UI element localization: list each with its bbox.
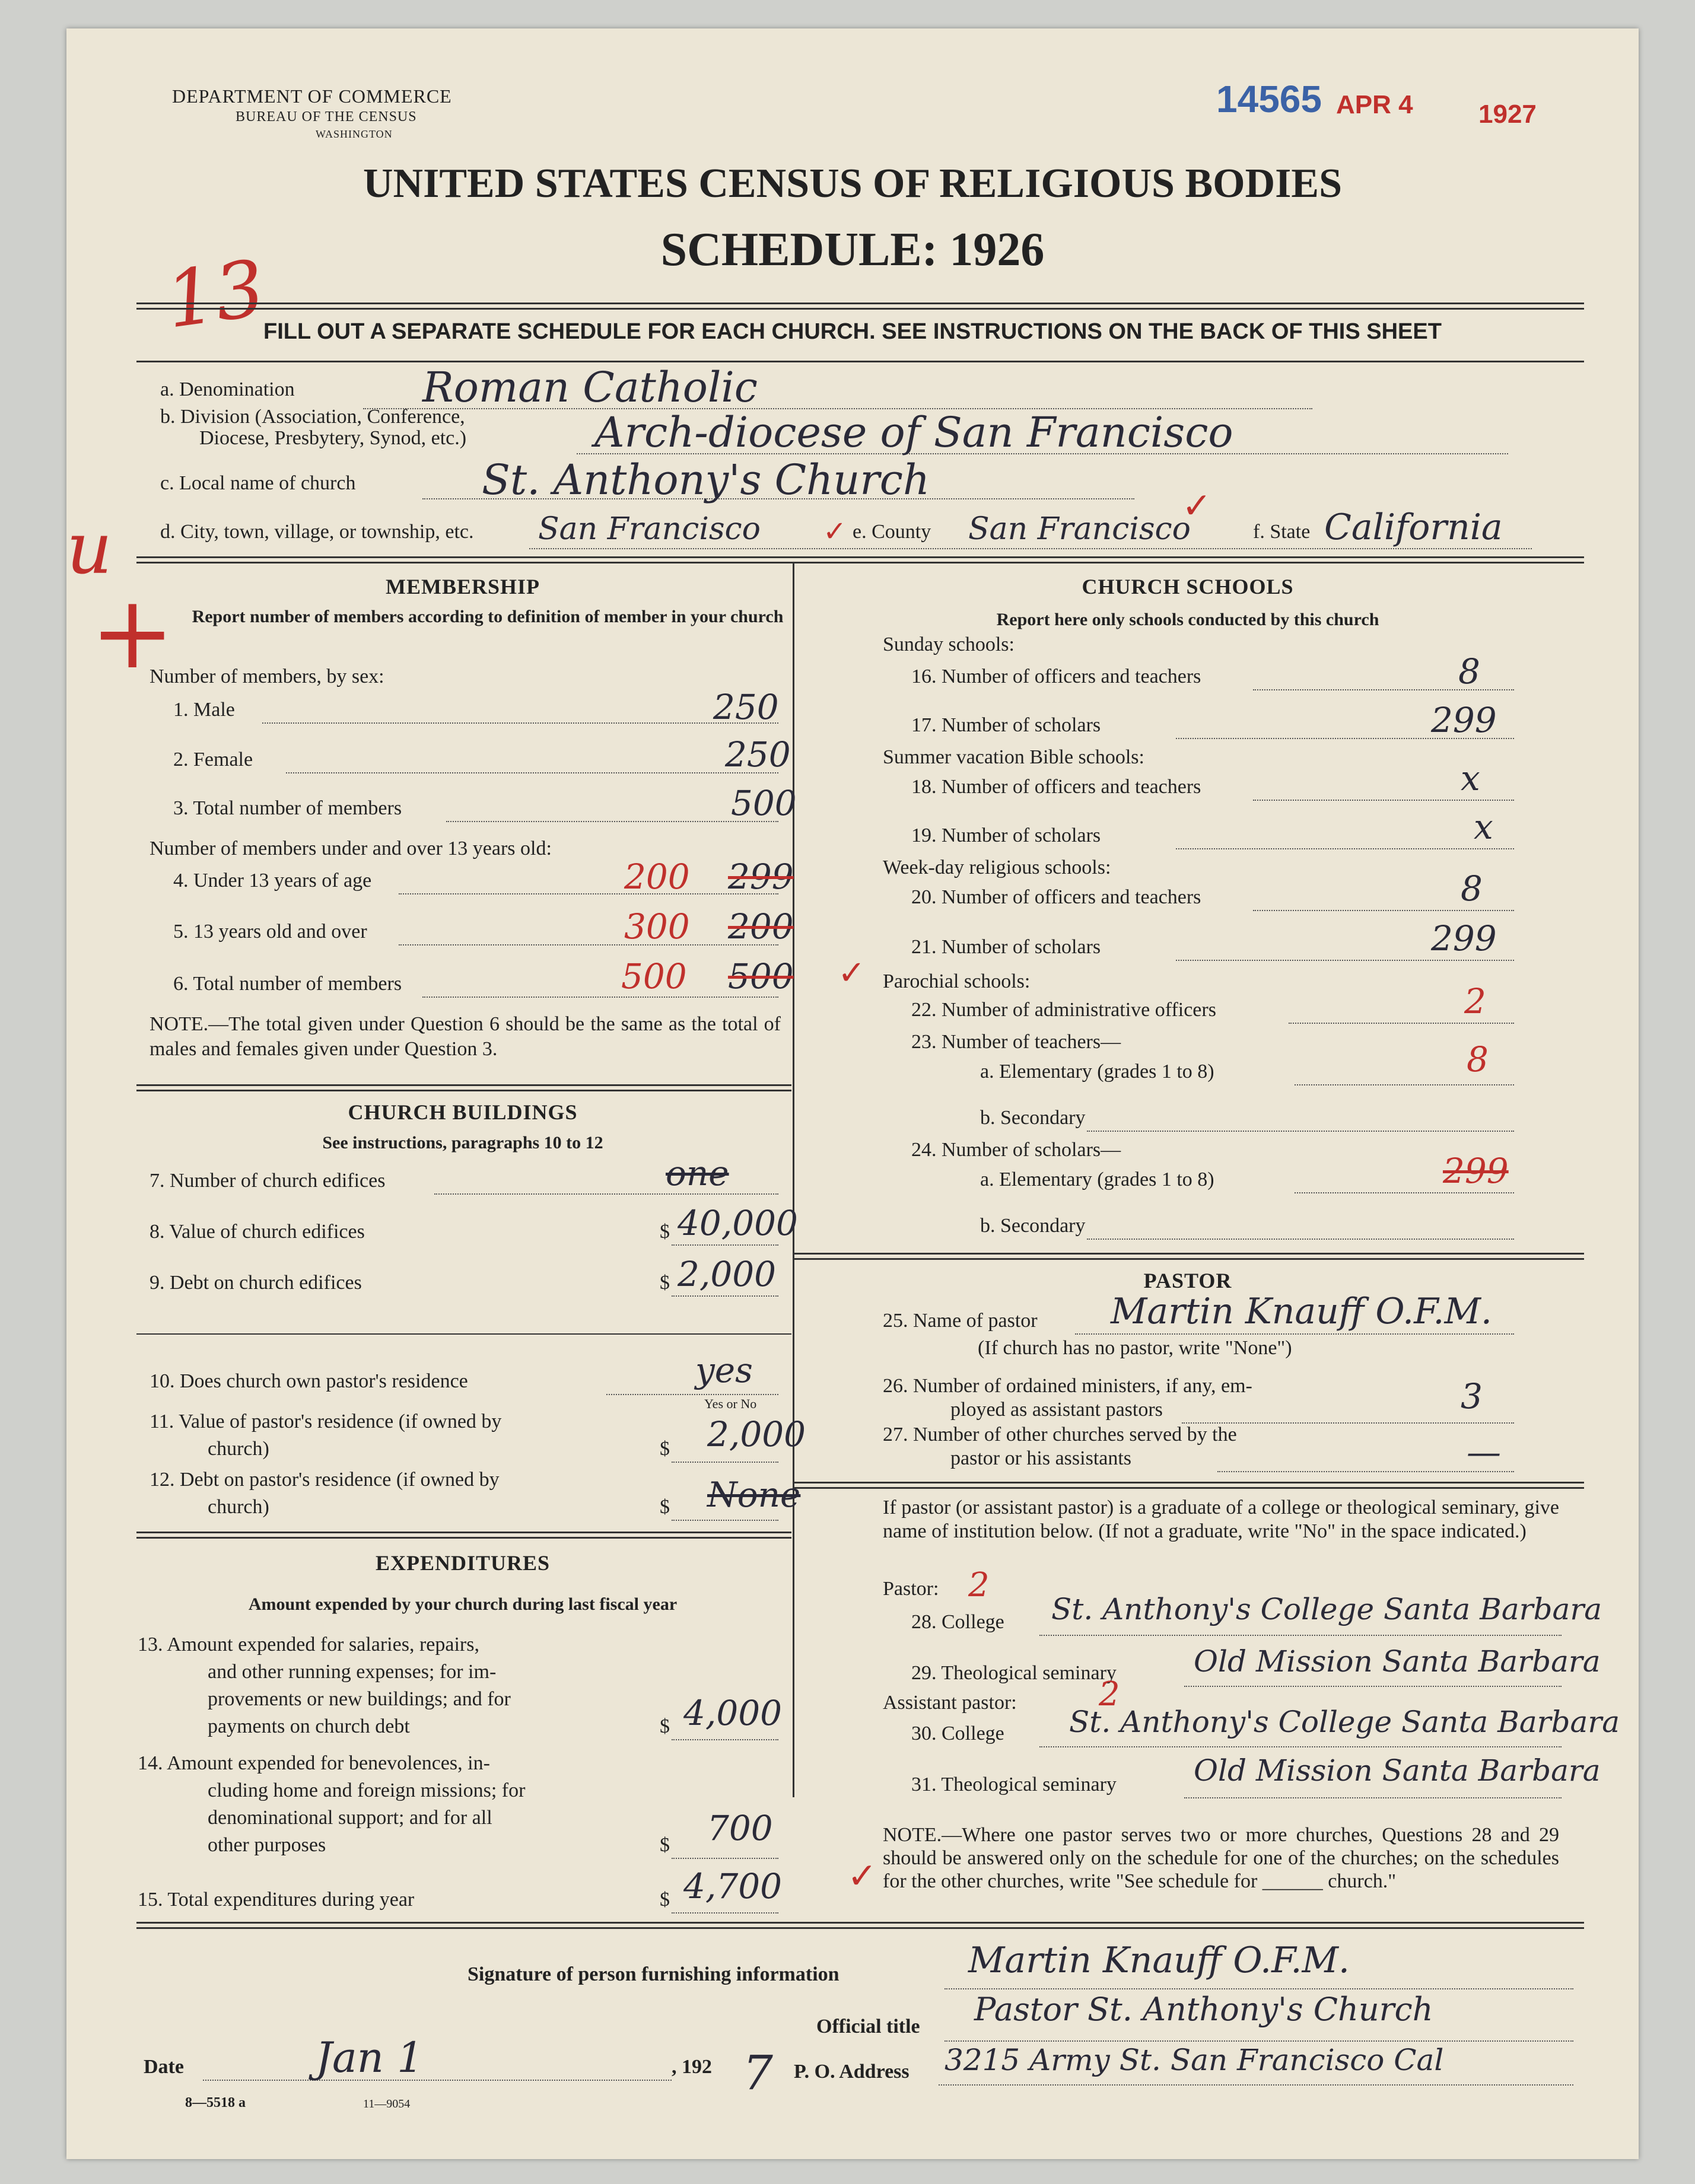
denomination-value: Roman Catholic [422,363,758,412]
pastor-mark: 2 [968,1566,990,1604]
section-rule [136,1084,791,1091]
q8-label: 8. Value of church edifices [150,1221,365,1243]
q23a-line [1295,1084,1514,1085]
q6-value-struck: 500 [728,956,794,997]
city-label: WASHINGTON [316,128,393,140]
q1-line [262,722,778,724]
q12-label: 12. Debt on pastor's residence (if owned by [150,1469,500,1491]
dollar-sign: $ [660,1438,670,1460]
q2-value: 250 [725,734,791,775]
q23a-value: 8 [1467,1039,1489,1080]
q27-label-2: pastor or his assistants [950,1447,1132,1469]
form-number: 8—5518 a [185,2095,246,2110]
graduate-note: If pastor (or assistant pastor) is a graduate of a college or theological seminary, give name of institution below. (If not a graduate, write "No" in the space indicated.) [883,1497,1559,1542]
q10-label: 10. Does church own pastor's residence [150,1370,468,1392]
q24b-line [1087,1239,1514,1240]
q10-hint: Yes or No [704,1396,757,1411]
q14-line [672,1858,778,1859]
census-form [66,28,1639,2159]
q20-line [1253,910,1514,911]
department-label: DEPARTMENT OF COMMERCE [172,85,452,107]
q22-value: 2 [1464,981,1486,1021]
q29-value: Old Mission Santa Barbara [1194,1644,1601,1679]
q13-line-2: and other running expenses; for im- [208,1661,497,1683]
sunday-schools-label: Sunday schools: [883,633,1015,655]
q9-value: 2,000 [678,1254,777,1294]
q11-line [672,1462,778,1463]
signature-line [945,1988,1573,1989]
q22-line [1289,1023,1514,1024]
q5-label: 5. 13 years old and over [173,921,367,943]
q14-value: 700 [707,1808,773,1848]
q17-value: 299 [1431,700,1497,740]
q13-line [672,1739,778,1740]
state-label: f. State [1253,521,1311,543]
county-label: e. County [853,521,931,543]
q21-value: 299 [1431,918,1497,959]
city-value: San Francisco [538,511,761,547]
q23b-label: b. Secondary [980,1107,1086,1129]
date-value: Jan 1 [316,2033,424,2082]
q24a-label: a. Elementary (grades 1 to 8) [980,1169,1214,1190]
header-rule [136,303,1584,310]
q9-line [672,1295,778,1297]
q4-value-red: 200 [624,857,690,897]
q20-label: 20. Number of officers and teachers [911,886,1201,908]
q17-label: 17. Number of scholars [911,714,1101,736]
banner-rule [136,361,1584,362]
column-divider [793,562,794,1797]
location-line [529,548,1532,549]
expenditures-title: EXPENDITURES [375,1551,551,1575]
assistant-mark: 2 [1099,1675,1120,1714]
expenditures-subtitle: Amount expended by your church during last fiscal year [248,1594,678,1614]
check-mark: ✓ [847,1857,877,1896]
stamp-date-year: 1927 [1478,100,1537,129]
q4-line [399,893,778,894]
membership-title: MEMBERSHIP [385,575,540,598]
q24a-line [1295,1192,1514,1193]
q5-line [399,944,778,945]
q3-value: 500 [731,783,797,823]
q25-hint: (If church has no pastor, write "None") [978,1337,1292,1359]
city-label: d. City, town, village, or township, etc. [160,521,474,543]
official-title-line [945,2040,1573,2042]
q4-value-struck: 299 [728,857,794,897]
q13-value: 4,000 [683,1693,783,1733]
date-label: Date [144,2056,184,2078]
q19-value: x [1474,807,1493,847]
members-by-sex-label: Number of members, by sex: [150,666,384,687]
q8-line [672,1244,778,1246]
q15-value: 4,700 [683,1866,783,1906]
q14-line-2: cluding home and foreign missions; for [208,1779,526,1801]
q27-value: — [1467,1432,1501,1472]
q14-line-1: 14. Amount expended for benevolences, in- [138,1752,490,1774]
q30-value: St. Anthony's College Santa Barbara [1069,1705,1620,1739]
weekday-schools-label: Week-day religious schools: [883,857,1111,878]
q16-label: 16. Number of officers and teachers [911,666,1201,687]
church-name-value: St. Anthony's Church [482,456,930,504]
q13-line-1: 13. Amount expended for salaries, repairs, [138,1634,479,1655]
q29-line [1184,1686,1562,1687]
q31-value: Old Mission Santa Barbara [1194,1753,1601,1788]
q5-value-struck: 200 [728,906,794,947]
q27-label: 27. Number of other churches served by the [883,1424,1237,1446]
q3-line [446,821,778,822]
q23-label: 23. Number of teachers— [911,1031,1121,1053]
q7-label: 7. Number of church edifices [150,1170,386,1192]
q4-label: 4. Under 13 years of age [173,870,372,892]
q7-line [434,1193,778,1195]
po-address-label: P. O. Address [794,2061,909,2083]
parochial-schools-label: Parochial schools: [883,970,1031,992]
q12-value: None [707,1475,801,1515]
state-value: California [1324,507,1503,548]
q24-label: 24. Number of scholars— [911,1139,1121,1161]
dollar-sign: $ [660,1715,670,1737]
q2-label: 2. Female [173,749,253,771]
q30-label: 30. College [911,1723,1004,1744]
q25-label: 25. Name of pastor [883,1310,1038,1332]
q6-label: 6. Total number of members [173,973,402,995]
q31-line [1184,1797,1562,1798]
q16-value: 8 [1458,651,1480,692]
county-value: San Francisco [968,511,1191,547]
dollar-sign: $ [660,1889,670,1911]
q14-line-3: denominational support; and for all [208,1807,492,1829]
official-title-label: Official title [816,2016,920,2037]
q31-label: 31. Theological seminary [911,1774,1117,1795]
q23a-label: a. Elementary (grades 1 to 8) [980,1061,1214,1083]
q25-value: Martin Knauff O.F.M. [1111,1291,1492,1332]
po-address-line [939,2084,1573,2086]
q10-line [606,1394,778,1395]
q1-value: 250 [713,687,779,727]
stamp-number: 14565 [1216,78,1322,120]
check-mark: ✓ [823,516,847,547]
q7-value: one [666,1153,729,1193]
q10-value: yes [695,1350,753,1390]
q13-line-4: payments on church debt [208,1715,410,1737]
q26-label-2: ployed as assistant pastors [950,1399,1163,1421]
schools-title: CHURCH SCHOOLS [1082,575,1294,598]
margin-mark-u: u [66,508,113,590]
q11-label-2: church) [208,1438,269,1460]
year-prefix: , 192 [672,2056,712,2078]
pastor-title: PASTOR [1143,1269,1232,1292]
margin-mark-13: 13 [160,243,271,346]
section-rule [794,1482,1584,1489]
assistant-pastor-label: Assistant pastor: [883,1692,1017,1714]
division-value: Arch-diocese of San Francisco [594,408,1233,457]
q2-line [286,772,778,773]
print-number: 11—9054 [363,2097,411,2110]
q29-label: 29. Theological seminary [911,1662,1117,1684]
q11-label: 11. Value of pastor's residence (if owned by [150,1411,502,1432]
buildings-subtitle: See instructions, paragraphs 10 to 12 [322,1133,603,1153]
date-line [203,2080,672,2081]
q15-label: 15. Total expenditures during year [138,1889,415,1911]
q28-value: St. Anthony's College Santa Barbara [1051,1592,1602,1626]
church-name-label: c. Local name of church [160,472,356,494]
q21-label: 21. Number of scholars [911,936,1101,958]
q18-value: x [1461,758,1480,798]
q26-label: 26. Number of ordained ministers, if any, em- [883,1375,1252,1397]
section-rule [136,1922,1584,1929]
division-label-2: Diocese, Presbytery, Synod, etc.) [199,427,467,449]
check-mark: ✓ [838,955,866,992]
buildings-title: CHURCH BUILDINGS [348,1100,578,1124]
q11-value: 2,000 [707,1414,806,1454]
q21-line [1176,960,1514,961]
q15-line [672,1912,778,1914]
dollar-sign: $ [660,1834,670,1856]
q23b-line [1087,1131,1514,1132]
bureau-label: BUREAU OF THE CENSUS [236,109,417,125]
q19-line [1176,848,1514,849]
signature-label: Signature of person furnishing information [468,1963,839,1985]
pastor-label: Pastor: [883,1578,939,1600]
q12-label-2: church) [208,1496,269,1518]
q9-label: 9. Debt on church edifices [150,1272,362,1294]
q6-value-red: 500 [621,956,687,997]
dollar-sign: $ [660,1496,670,1518]
dollar-sign: $ [660,1221,670,1243]
stamp-date-month: APR 4 [1336,90,1413,119]
dollar-sign: $ [660,1272,670,1294]
q24a-value: 299 [1443,1151,1509,1191]
q24b-label: b. Secondary [980,1215,1086,1237]
po-address-value: 3215 Army St. San Francisco Cal [945,2043,1444,2077]
section-rule [794,1253,1584,1260]
check-mark: ✓ [1182,486,1212,526]
q14-line-4: other purposes [208,1834,326,1856]
q18-line [1253,800,1514,801]
q20-value: 8 [1461,868,1483,909]
summer-schools-label: Summer vacation Bible schools: [883,746,1144,768]
q3-label: 3. Total number of members [173,797,402,819]
denomination-label: a. Denomination [160,378,295,400]
q13-line-3: provements or new buildings; and for [208,1688,511,1710]
q28-label: 28. College [911,1611,1004,1633]
q8-value: 40,000 [678,1203,798,1243]
q25-line [1075,1333,1514,1335]
schools-subtitle: Report here only schools conducted by this church [996,610,1379,629]
section-rule [136,1532,791,1539]
q22-label: 22. Number of administrative officers [911,999,1216,1021]
q26-value: 3 [1461,1376,1483,1416]
q6-line [422,997,778,998]
q30-line [1039,1746,1562,1747]
signature-value: Martin Knauff O.F.M. [968,1940,1350,1981]
section-rule [136,556,1584,563]
pastor-note: NOTE.—Where one pastor serves two or more churches, Questions 28 and 29 should be answered only on the schedule for one of the churches; on the schedules for the other churches, write "See schedule for ______ church." [883,1824,1559,1892]
membership-subtitle: Report number of members according to definition of member in your church [192,607,784,626]
q5-value-red: 300 [624,906,690,947]
instruction-banner: FILL OUT A SEPARATE SCHEDULE FOR EACH CHURCH. SEE INSTRUCTIONS ON THE BACK OF THIS SHEET [263,319,1442,344]
thin-rule [136,1333,791,1335]
membership-note: NOTE.—The total given under Question 6 should be the same as the total of males and females given under Question 3. [150,1013,781,1060]
under-over-label: Number of members under and over 13 years old: [150,838,552,859]
q28-line [1039,1635,1562,1636]
form-subtitle: SCHEDULE: 1926 [660,224,1045,276]
q1-label: 1. Male [173,699,235,721]
official-title-value: Pastor St. Anthony's Church [974,1991,1433,2028]
margin-mark-plus: + [90,574,175,692]
q18-label: 18. Number of officers and teachers [911,776,1201,798]
division-label: b. Division (Association, Conference, [160,406,465,428]
q19-label: 19. Number of scholars [911,824,1101,846]
form-title: UNITED STATES CENSUS OF RELIGIOUS BODIES [362,161,1343,206]
year-digit: 7 [743,2045,773,2100]
q12-line [672,1520,778,1521]
